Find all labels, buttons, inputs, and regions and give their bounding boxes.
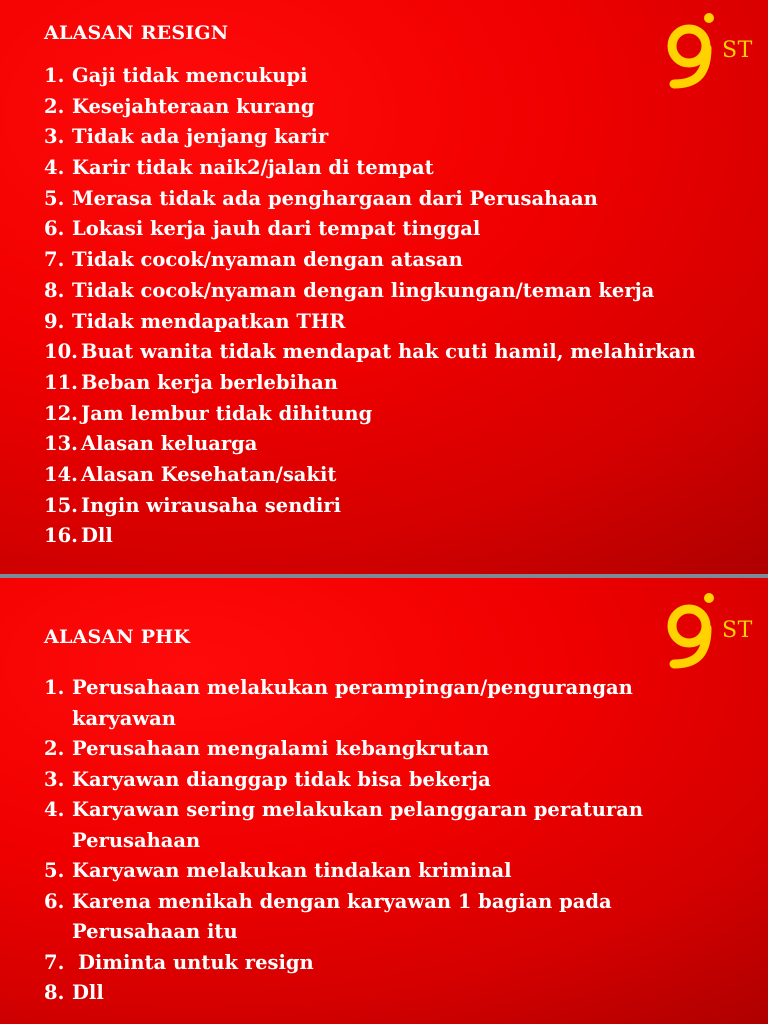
list-item bbox=[44, 948, 654, 979]
list-item-text: Jam lembur tidak dihitung bbox=[81, 401, 373, 425]
list-item-number: 6. bbox=[44, 889, 65, 913]
list-item bbox=[44, 460, 696, 491]
list-item-text: Perusahaan melakukan perampingan/pengurangan karyawan bbox=[72, 676, 633, 730]
logo-text: ST bbox=[722, 38, 753, 63]
list-item bbox=[44, 795, 654, 856]
list-item-number: 4. bbox=[44, 156, 65, 180]
list-item bbox=[44, 887, 654, 948]
company-logo bbox=[662, 590, 762, 670]
list-item bbox=[44, 368, 696, 399]
list-item-text: Beban kerja berlebihan bbox=[81, 370, 338, 394]
list-item-text: Dll bbox=[72, 981, 104, 1004]
list-item-text: Karyawan dianggap tidak bisa bekerja bbox=[72, 767, 491, 791]
list-item-number: 2. bbox=[44, 737, 65, 760]
list-item-text: Kesejahteraan kurang bbox=[72, 94, 315, 118]
list-item bbox=[44, 856, 654, 887]
list-item bbox=[44, 491, 696, 522]
list-item-number: 3. bbox=[44, 125, 65, 149]
list-item-text: Gaji tidak mencukupi bbox=[72, 64, 308, 87]
logo-text: ST bbox=[722, 618, 753, 643]
list-item-text: Alasan keluarga bbox=[81, 432, 258, 456]
list-item bbox=[44, 214, 696, 245]
list-item-number: 7. bbox=[44, 950, 65, 974]
list-item bbox=[44, 734, 654, 765]
list-item-number: 8. bbox=[44, 278, 65, 302]
list-item-number: 2. bbox=[44, 94, 65, 118]
list-item-text: Karir tidak naik2/jalan di tempat bbox=[72, 156, 434, 180]
list-item-number: 3. bbox=[44, 767, 65, 791]
list-item bbox=[44, 399, 696, 430]
list-item-text: Alasan Kesehatan/sakit bbox=[81, 462, 337, 486]
list-item bbox=[44, 184, 696, 215]
slide-alasan-phk bbox=[0, 578, 768, 1024]
list-item bbox=[44, 337, 696, 368]
list-item-text: Karyawan sering melakukan pelanggaran peraturan Perusahaan bbox=[72, 798, 644, 852]
list-item-number: 13. bbox=[44, 432, 78, 456]
list-item bbox=[44, 61, 696, 92]
list-item-number: 11. bbox=[44, 370, 78, 394]
list-item bbox=[44, 92, 696, 123]
list-item-text: Diminta untuk resign bbox=[78, 950, 314, 974]
list-item bbox=[44, 153, 696, 184]
list-item bbox=[44, 307, 696, 338]
list-item-text: Tidak mendapatkan THR bbox=[72, 309, 346, 333]
phk-reasons-list bbox=[44, 673, 654, 1009]
list-item bbox=[44, 276, 696, 307]
list-item-text: Ingin wirausaha sendiri bbox=[81, 493, 342, 517]
list-item-number: 5. bbox=[44, 859, 65, 882]
list-item-number: 7. bbox=[44, 248, 65, 272]
list-item bbox=[44, 978, 654, 1009]
list-item-number: 15. bbox=[44, 493, 78, 517]
list-item-number: 14. bbox=[44, 462, 78, 486]
list-item-text: Tidak cocok/nyaman dengan lingkungan/teman kerja bbox=[72, 278, 655, 302]
list-item bbox=[44, 245, 696, 276]
list-item-number: 9. bbox=[44, 309, 65, 333]
slide-title: ALASAN PHK bbox=[44, 626, 191, 648]
list-item-number: 10. bbox=[44, 340, 78, 364]
list-item bbox=[44, 765, 654, 796]
list-item-number: 5. bbox=[44, 186, 65, 210]
list-item bbox=[44, 673, 654, 734]
list-item-text: Tidak ada jenjang karir bbox=[72, 125, 329, 149]
list-item-number: 4. bbox=[44, 798, 65, 821]
list-item bbox=[44, 429, 696, 460]
list-item-number: 16. bbox=[44, 524, 78, 548]
list-item-number: 1. bbox=[44, 676, 65, 699]
slide-title: ALASAN RESIGN bbox=[44, 22, 229, 44]
list-item-number: 1. bbox=[44, 64, 65, 87]
list-item-number: 6. bbox=[44, 217, 65, 241]
list-item-text: Merasa tidak ada penghargaan dari Perusahaan bbox=[72, 186, 598, 210]
list-item-text: Dll bbox=[81, 524, 113, 548]
list-item-text: Karyawan melakukan tindakan kriminal bbox=[72, 859, 512, 882]
list-item-text: Karena menikah dengan karyawan 1 bagian pada Perusahaan itu bbox=[72, 889, 612, 943]
list-item-text: Perusahaan mengalami kebangkrutan bbox=[72, 737, 490, 760]
list-item-text: Tidak cocok/nyaman dengan atasan bbox=[72, 248, 463, 272]
list-item-text: Lokasi kerja jauh dari tempat tinggal bbox=[72, 217, 481, 241]
list-item bbox=[44, 521, 696, 552]
list-item bbox=[44, 122, 696, 153]
list-item-text: Buat wanita tidak mendapat hak cuti hamil, melahirkan bbox=[81, 340, 696, 364]
list-item-number: 8. bbox=[44, 981, 65, 1004]
resign-reasons-list bbox=[44, 61, 696, 552]
list-item-number: 12. bbox=[44, 401, 78, 425]
